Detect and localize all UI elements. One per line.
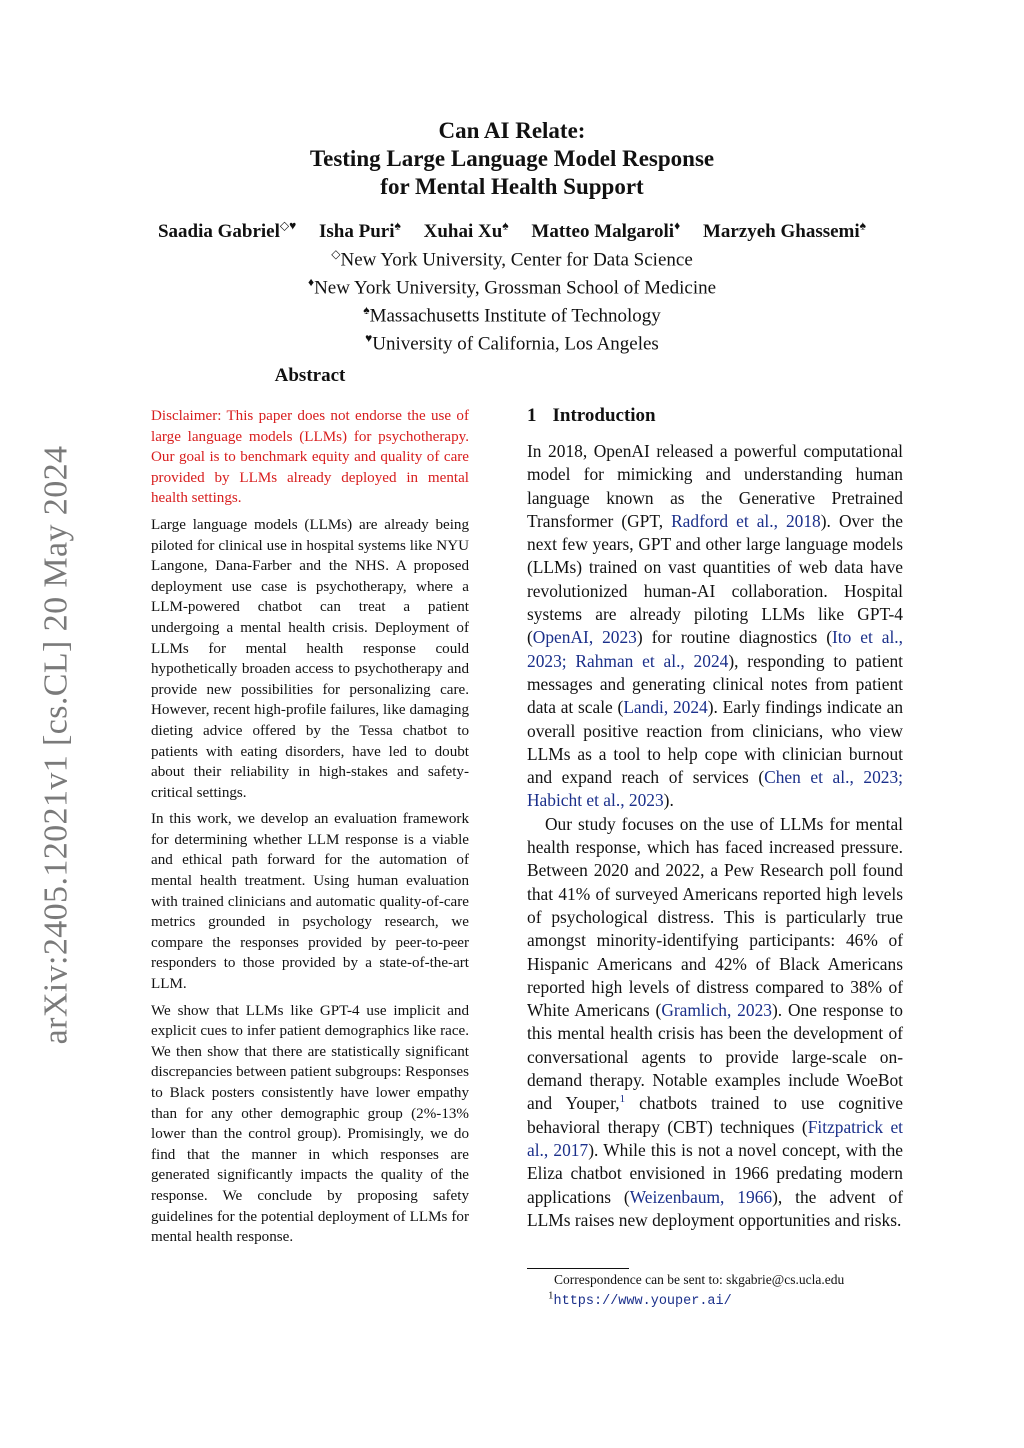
citation-link[interactable]: Weizenbaum, 1966	[629, 1186, 773, 1207]
footnote-number: 1	[548, 1289, 554, 1302]
arxiv-stamp-text: arXiv:2405.12021v1 [cs.CL] 20 May 2024	[37, 445, 75, 1045]
citation-link[interactable]: Rahman et al., 2024	[575, 650, 729, 671]
affiliation: ♦New York University, Grossman School of Medicine	[307, 275, 717, 299]
citation-link[interactable]: Fitzpatrick et al., 2017	[527, 1116, 903, 1160]
citation-link[interactable]: Gramlich, 2023	[661, 1000, 772, 1021]
abstract-body	[151, 406, 469, 1254]
arxiv-stamp	[30, 440, 82, 1050]
footnote-rule	[527, 1268, 629, 1269]
affiliation: ♠Massachusetts Institute of Technology	[363, 303, 661, 327]
disclaimer: Disclaimer: This paper does not endorse the use of large language models (LLMs) for psychotherapy. Our goal is to benchmark equity and quality of care provided by LLMs already deployed in mental health settings.	[151, 408, 469, 507]
citation-link[interactable]: Habicht et al., 2023	[527, 790, 664, 811]
title-line-1: Can AI Relate:	[438, 118, 586, 143]
citation-link[interactable]: Landi, 2024	[623, 697, 708, 718]
section-title: Introduction	[552, 405, 656, 426]
author: Isha Puri♠	[319, 219, 401, 243]
introduction-body	[527, 440, 903, 1232]
intro-paragraph: Our study focuses on the use of LLMs for mental health response, which has faced increased pressure. Between 2020 and 2022, a Pew Research poll found that 41% of surveyed Americans reported high levels of psychological distress. This is particularly true amongst minority-identifying participants: 46% of Hispanic Americans and 42% of Black Americans reported high levels of distress compared to 38% of White Americans (Gramlich, 2023). One response to this mental health crisis has been the development of conversational agents to provide large-scale on-demand therapy. Notable examples include WoeBot and Youper,$^1$ chatbots trained to use cognitive behavioral therapy (CBT) techniques (Fitzpatrick et al., 2017). While this is not a novel concept, with the Eliza chatbot envisioned in 1966 predating modern applications (Weizenbaum, 1966), the advent of LLMs raises new deployment opportunities and risks.	[527, 813, 903, 1230]
abstract-paragraph: In this work, we develop an evaluation framework for determining whether LLM response is a viable and ethical path forward for the automation of mental health treatment. Using human evaluation with trained clinicians and automatic quality-of-care metrics grounded in psychology research, we compare the responses provided by peer-to-peer responders to those provided by a state-of-the-art LLM.	[151, 811, 469, 993]
abstract-paragraph: Large language models (LLMs) are already being piloted for clinical use in hospital systems like NYU Langone, Dana-Farber and the NHS. A proposed deployment use case is psychotherapy, where a LLM-powered chatbot can treat a patient undergoing a mental health crisis. Deployment of LLMs for mental health response could hypothetically broaden access to psychotherapy and provide new possibilities for personalizing care. However, recent high-profile failures, like damaging dieting advice offered by the Tessa chatbot to patients with eating disorders, have led to doubt about their reliability in high-stakes and safety-critical settings.	[151, 516, 469, 801]
section-number: 1	[527, 405, 537, 426]
paper-title	[0, 117, 1024, 201]
author: Xuhai Xu♠	[423, 219, 509, 243]
author: Marzyeh Ghassemi♠	[702, 219, 867, 243]
author: Saadia Gabriel◇♥	[157, 219, 297, 243]
abstract-heading: Abstract	[274, 365, 346, 386]
section-heading	[527, 405, 656, 427]
citation-link[interactable]: Radford et al., 2018	[671, 510, 821, 531]
footnote-1	[527, 1291, 928, 1311]
correspondence-note: Correspondence can be sent to: skgabrie@cs.ucla.edu	[554, 1272, 845, 1287]
citation-link[interactable]: Chen et al., 2023	[764, 767, 899, 788]
footnote-url-link[interactable]: https://www.youper.ai/	[553, 1294, 732, 1309]
intro-paragraph: In 2018, OpenAI released a powerful computational model for mimicking and understanding human language known as the Generative Pretrained Transformer (GPT, Radford et al., 2018). Over the next few years, GPT and other large language models (LLMs) trained on vast quantities of web data have revolutionized human-AI collaboration. Hospital systems are already piloting LLMs like GPT-4 (OpenAI, 2023) for routine diagnostics (Ito et al., 2023; Rahman et al., 2024), responding to patient messages and generating clinical notes from patient data at scale (Landi, 2024). Early findings indicate an overall positive reaction from clinicians, who view LLMs as a tool to help cope with clinician burnout and expand reach of services (Chen et al., 2023; Habicht et al., 2023).	[527, 441, 904, 811]
author: Matteo Malgaroli♦	[531, 219, 681, 243]
affiliation: ◇New York University, Center for Data Science	[331, 247, 693, 271]
citation-link[interactable]: Ito et al., 2023	[527, 627, 904, 671]
footnote-marker[interactable]: 1	[619, 1093, 626, 1106]
affiliation: ♥University of California, Los Angeles	[365, 331, 659, 355]
abstract-paragraph: We show that LLMs like GPT-4 use implicit and explicit cues to infer patient demographics like race. We then show that there are statistically significant discrepancies between patient subgroups: Responses to Black posters consistently have lower empathy than for any other demographic group (2%-13% lower than the control group). Promisingly, we do find that the manner in which responses are generated significantly impacts the quality of the response. We conclude by proposing safety guidelines for the potential deployment of LLMs for mental health response.	[151, 1002, 469, 1246]
title-line-3: for Mental Health Support	[380, 174, 644, 199]
title-line-2: Testing Large Language Model Response	[309, 146, 715, 171]
citation-link[interactable]: OpenAI, 2023	[532, 627, 637, 648]
